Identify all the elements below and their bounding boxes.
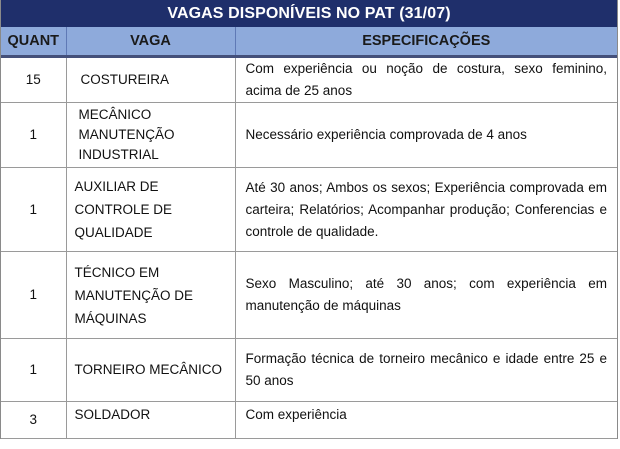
header-especificacoes: ESPECIFICAÇÕES [235,27,617,57]
cell-vaga: AUXILIAR DE CONTROLE DE QUALIDADE [66,168,235,252]
table-row [1,402,617,439]
header-vaga: VAGA [66,27,235,57]
cell-spec: Necessário experiência comprovada de 4 anos [235,103,617,168]
cell-vaga: TORNEIRO MECÂNICO [66,339,235,402]
cell-spec: Formação técnica de torneiro mecânico e idade entre 25 e 50 anos [235,339,617,402]
header-quant: QUANT [1,27,66,57]
cell-vaga: COSTUREIRA [66,57,235,103]
job-openings-table [1,27,617,439]
cell-spec: Até 30 anos; Ambos os sexos; Experiência comprovada em carteira; Relatórios; Acompanhar produção; Conferencias e controle de qualidade. [235,168,617,252]
table-row [1,57,617,103]
cell-vaga: SOLDADOR [66,402,235,439]
cell-spec: Com experiência [235,402,617,439]
cell-quant: 1 [1,252,66,339]
cell-quant: 1 [1,168,66,252]
table-row [1,252,617,339]
table-row [1,339,617,402]
table-row [1,168,617,252]
cell-quant: 3 [1,402,66,439]
cell-spec: Sexo Masculino; até 30 anos; com experiência em manutenção de máquinas [235,252,617,339]
table-title: VAGAS DISPONÍVEIS NO PAT (31/07) [1,0,617,27]
cell-vaga: MECÂNICO MANUTENÇÃO INDUSTRIAL [66,103,235,168]
cell-quant: 15 [1,57,66,103]
cell-quant: 1 [1,103,66,168]
cell-spec: Com experiência ou noção de costura, sexo feminino, acima de 25 anos [235,57,617,103]
header-row [1,27,617,57]
cell-vaga: TÉCNICO EM MANUTENÇÃO DE MÁQUINAS [66,252,235,339]
cell-quant: 1 [1,339,66,402]
table-row [1,103,617,168]
